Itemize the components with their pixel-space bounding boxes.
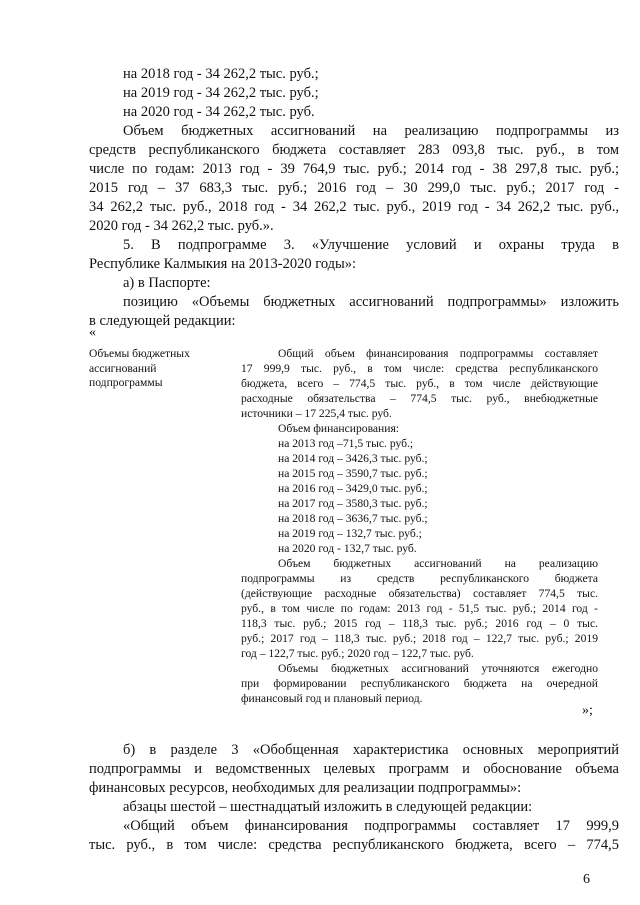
paragraph-line: подпрограммы и ведомственных целевых программ и обоснование объема (89, 761, 619, 777)
paragraph-line: тыс. руб., в том числе: средства республиканского бюджета, всего – 774,5 (89, 837, 619, 853)
table-text-line: (действующие расходные обязательства) составляет 774,5 тыс. (241, 587, 598, 600)
table-text-line: расходные обязательства – 774,5 тыс. руб., внебюджетные (241, 392, 598, 405)
table-text-line: Объемы бюджетных ассигнований уточняются ежегодно (278, 662, 598, 675)
year-line: на 2013 год –71,5 тыс. руб.; (278, 437, 414, 450)
label-line: Объемы бюджетных (89, 347, 190, 360)
page-number: 6 (583, 872, 590, 887)
year-line: на 2014 год – 3426,3 тыс. руб.; (278, 452, 428, 465)
paragraph-line: Объем бюджетных ассигнований на реализацию подпрограммы из (123, 123, 619, 139)
paragraph-line: 2015 год – 37 683,3 тыс. руб.; 2016 год – 30 299,0 тыс. руб.; 2017 год - (89, 180, 619, 196)
year-line: на 2020 год - 132,7 тыс. руб. (278, 542, 417, 555)
year-line: на 2018 год – 3636,7 тыс. руб.; (278, 512, 428, 525)
label-line: ассигнований (89, 361, 157, 375)
paragraph-line: 34 262,2 тыс. руб., 2018 год - 34 262,2 тыс. руб., 2019 год - 34 262,2 тыс. руб., (89, 199, 619, 215)
table-text-line: руб.; 2017 год – 118,3 тыс. руб.; 2018 год – 122,7 тыс. руб.; 2019 (241, 632, 598, 645)
funding-line-2018: на 2018 год - 34 262,2 тыс. руб.; (123, 66, 319, 82)
table-text-line: руб., в том числе по годам: 2013 год - 51,5 тыс. руб.; 2014 год - (241, 602, 598, 615)
paragraph-line: б) в разделе 3 «Обобщенная характеристика основных мероприятий (123, 742, 619, 758)
table-text-line: Общий объем финансирования подпрограммы составляет (278, 347, 598, 360)
table-text-line: 118,3 тыс. руб.; 2015 год – 118,3 тыс. руб.; 2016 год – 0 тыс. (241, 617, 598, 630)
table-text-line: при формировании республиканского бюджета на очередной (241, 677, 598, 690)
passport-table-label (89, 347, 229, 391)
paragraph-line: 2020 год - 34 262,2 тыс. руб.». (89, 218, 274, 234)
paragraph-line: 5. В подпрограмме 3. «Улучшение условий и охраны труда в (123, 237, 619, 253)
paragraph-line: позицию «Объемы бюджетных ассигнований подпрограммы» изложить (123, 294, 619, 310)
close-quote: »; (582, 703, 593, 718)
table-text-line: 17 999,9 тыс. руб., в том числе: средства республиканского (241, 362, 598, 375)
paragraph-line: в следующей редакции: (89, 313, 236, 329)
funding-line-2019: на 2019 год - 34 262,2 тыс. руб.; (123, 85, 319, 101)
volume-title: Объем финансирования: (278, 422, 400, 435)
year-line: на 2016 год – 3429,0 тыс. руб.; (278, 482, 428, 495)
item-a: а) в Паспорте: (123, 275, 211, 291)
table-text-line: подпрограммы из средств республиканского бюджета (241, 572, 598, 585)
paragraph-line: абзацы шестой – шестнадцатый изложить в следующей редакции: (123, 799, 533, 815)
table-text-line: источники – 17 225,4 тыс. руб. (241, 407, 392, 420)
year-line: на 2017 год – 3580,3 тыс. руб.; (278, 497, 428, 510)
paragraph-line: Республике Калмыкия на 2013-2020 годы»: (89, 256, 357, 272)
table-text-line: финансовый год и плановый период. (241, 692, 423, 705)
paragraph-line: средств республиканского бюджета составляет 283 093,8 тыс. руб., в том (89, 142, 619, 158)
paragraph-line: числе по годам: 2013 год - 39 764,9 тыс. руб.; 2014 год - 38 297,8 тыс. руб.; (89, 161, 619, 177)
table-text-line: Объем бюджетных ассигнований на реализацию (278, 557, 598, 570)
table-text-line: бюджета, всего – 774,5 тыс. руб., в том числе действующие (241, 377, 598, 390)
paragraph-line: «Общий объем финансирования подпрограммы составляет 17 999,9 (123, 818, 619, 834)
year-line: на 2015 год – 3590,7 тыс. руб.; (278, 467, 428, 480)
funding-line-2020: на 2020 год - 34 262,2 тыс. руб. (123, 104, 315, 120)
year-line: на 2019 год – 132,7 тыс. руб.; (278, 527, 422, 540)
open-quote: « (89, 325, 96, 340)
table-text-line: год – 122,7 тыс. руб.; 2020 год – 122,7 тыс. руб. (241, 647, 474, 660)
label-line: подпрограммы (89, 376, 163, 389)
paragraph-line: финансовых ресурсов, необходимых для реализации подпрограммы»: (89, 780, 522, 796)
